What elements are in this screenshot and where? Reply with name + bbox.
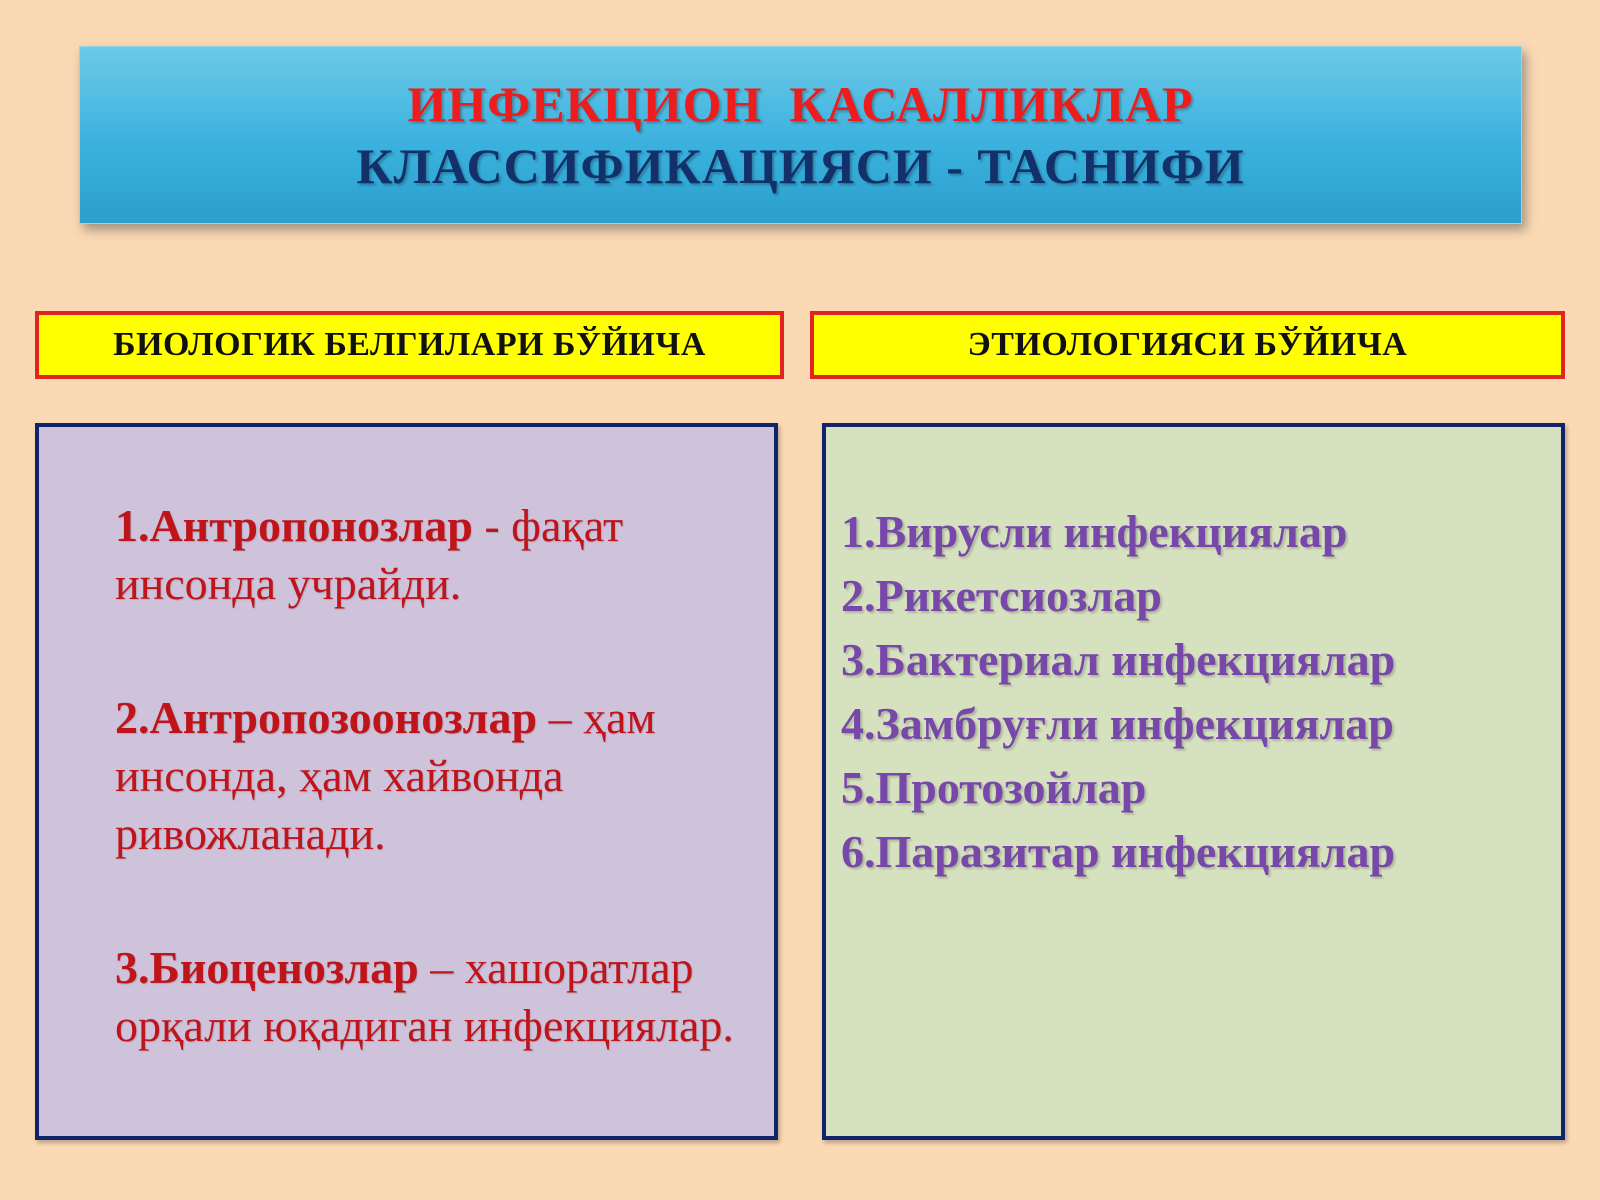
title-line-2: КЛАССИФИКАЦИЯСИ - ТАСНИФИ <box>356 138 1245 194</box>
list-item-term: 1.Антропонозлар <box>115 500 473 551</box>
list-item <box>115 689 755 863</box>
list-item-description: - фақат инсонда учрайди. <box>115 500 624 609</box>
list-item <box>115 497 755 613</box>
etiology-header: ЭТИОЛОГИЯСИ БЎЙИЧА <box>810 311 1565 379</box>
list-item: 2.Рикетсиозлар <box>841 570 1162 621</box>
list-item: 5.Протозойлар <box>841 762 1147 813</box>
list-item: 1.Вирусли инфекциялар <box>841 506 1348 557</box>
etiology-list <box>841 500 1395 884</box>
biological-list <box>115 497 755 1055</box>
title-banner <box>79 46 1522 224</box>
etiology-panel <box>822 423 1565 1140</box>
list-item: 6.Паразитар инфекциялар <box>841 826 1396 877</box>
title-line-1: ИНФЕКЦИОН КАСАЛЛИКЛАР <box>407 76 1194 132</box>
list-item-description: – ҳам инсонда, ҳам хайвонда ривожланади. <box>115 692 656 859</box>
list-item: 3.Бактериал инфекциялар <box>841 634 1396 685</box>
biological-criteria-header: БИОЛОГИК БЕЛГИЛАРИ БЎЙИЧА <box>35 311 784 379</box>
list-item-term: 3.Биоценозлар <box>115 942 419 993</box>
biological-criteria-panel <box>35 423 778 1140</box>
list-item-term: 2.Антропозоонозлар <box>115 692 538 743</box>
list-item <box>115 939 755 1055</box>
list-item: 4.Замбруғли инфекциялар <box>841 698 1394 749</box>
list-item-description: – хашоратлар орқали юқадиган инфекциялар. <box>115 942 734 1051</box>
